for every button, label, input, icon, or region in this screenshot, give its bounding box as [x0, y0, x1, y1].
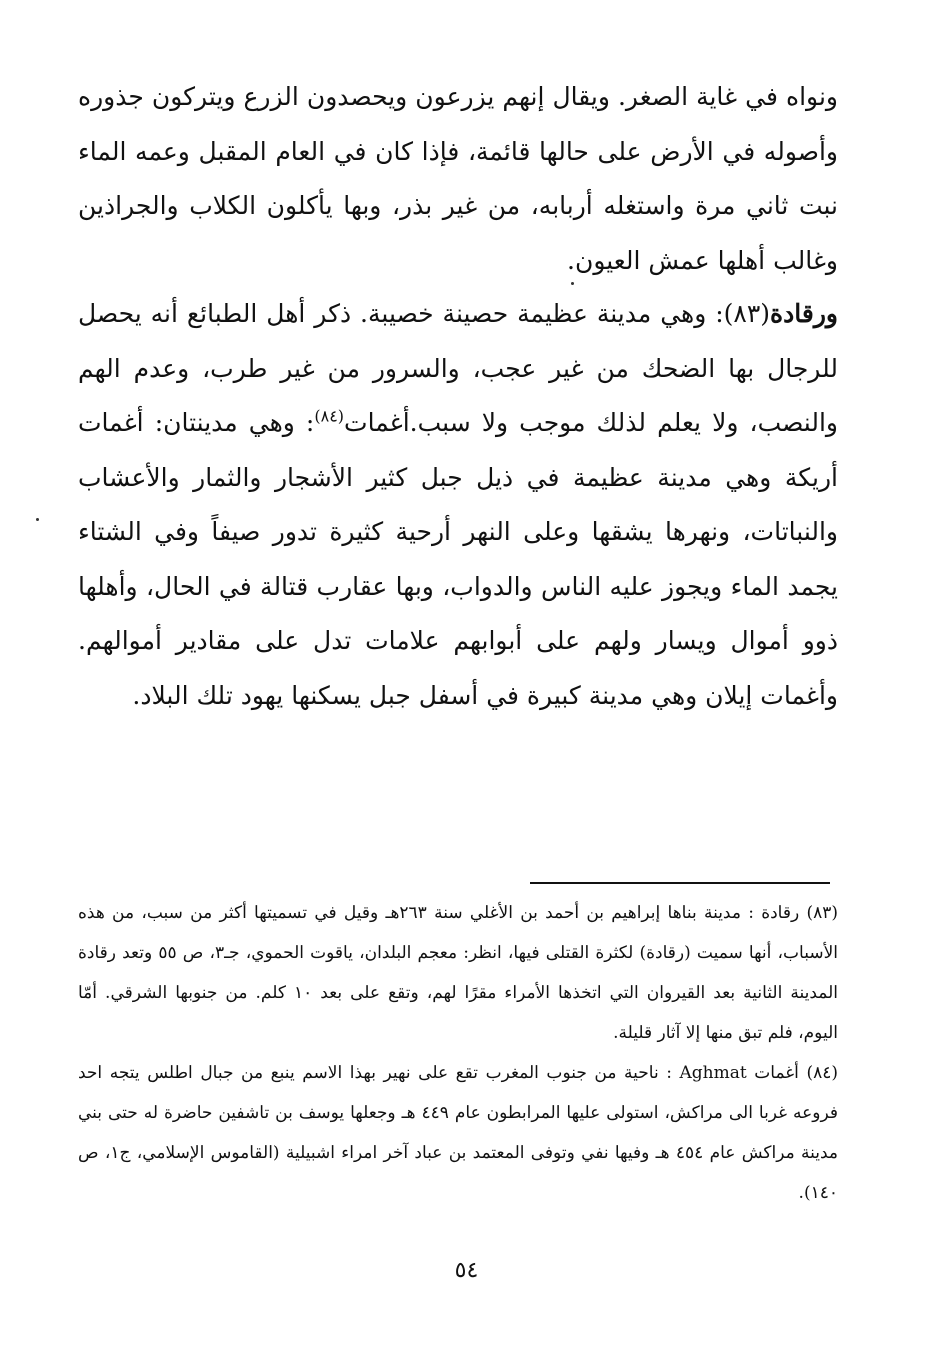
paragraph-1-text: ونواه في غاية الصغر. ويقال إنهم يزرعون ويحصدون الزرع ويتركون جذوره وأصوله في الأرض على حالها قائمة، فإذا كان في العام المقبل وعمه الماء نبت ثاني مرة واستغله أربابه، من غير بذر، وبها يأكلون الكلاب والجراذين وغالب أهلها عمش العيون.: [78, 82, 838, 275]
footnote-separator: [530, 882, 830, 884]
paragraph-2: [78, 287, 838, 723]
footnote-ref-84: (٨٤): [314, 406, 345, 426]
entry-heading-aghmat: أغمات: [344, 408, 410, 437]
footnotes: [78, 893, 838, 1213]
page-number: ٥٤: [454, 1258, 479, 1283]
entry-text-raqqada: : وهي مدينة عظيمة حصينة خصيبة. ذكر أهل الطبائع أنه يحصل للرجال بها الضحك من غير عجب، والسرور من غير طرب، وعدم الهم والنصب، ولا يعلم لذلك موجب ولا سبب.: [78, 299, 838, 437]
entry-text-aghmat: : وهي مدينتان: أغمات أريكة وهي مدينة عظيمة في ذيل جبل كثير الأشجار والثمار والأعشاب والنباتات، ونهرها يشقها وعلى النهر أرحية كثيرة تدور صيفاً وفي الشتاء يجمد الماء ويجوز عليه الناس والدواب، وبها عقارب قتالة في الحال، وأهلها ذوو أموال ويسار ولهم على أبوابهم علامات تدل على مقادير أموالهم. وأغمات إيلان وهي مدينة كبيرة في أسفل جبل يسكنها يهود تلك البلاد.: [78, 408, 838, 710]
entry-heading-raqqada: ورقادة: [770, 299, 838, 328]
scan-speck: [571, 282, 574, 285]
footnote-ref-83: (٨٣): [723, 299, 771, 328]
footnote-84: (٨٤) أغمات Aghmat : ناحية من جنوب المغرب تقع على نهير بهذا الاسم ينبع من جبال اطلس يتجه احد فروعه غربا الى مراكش، استولى عليها المرابطون عام ٤٤٩ هـ وجعلها يوسف بن تاشفين حاضرة له حتى بني مدينة مراكش عام ٤٥٤ هـ وفيها نفي وتوفى المعتمد بن عباد آخر امراء اشبيلية (القاموس الإسلامي، ج١، ص ١٤٠).: [78, 1063, 839, 1203]
paragraph-2-text: [78, 287, 838, 723]
paragraph-1: [78, 70, 838, 288]
scan-speck: [36, 518, 39, 521]
footnote-83: (٨٣) رقادة : مدينة بناها إبراهيم بن أحمد بن الأغلي سنة ٢٦٣هـ وقيل في تسميتها أكثر من سبب، من هذه الأسباب، أنها سميت (رقادة) لكثرة القتلى فيها، انظر: معجم البلدان، ياقوت الحموي، جـ٣، ص ٥٥ وتعد رقادة المدينة الثانية بعد القيروان التي اتخذها الأمراء مقرًا لهم، وتقع على بعد ١٠ كلم. من جنوبها الشرقي. أمّا اليوم، فلم تبق منها إلا آثار قليلة.: [78, 903, 838, 1043]
